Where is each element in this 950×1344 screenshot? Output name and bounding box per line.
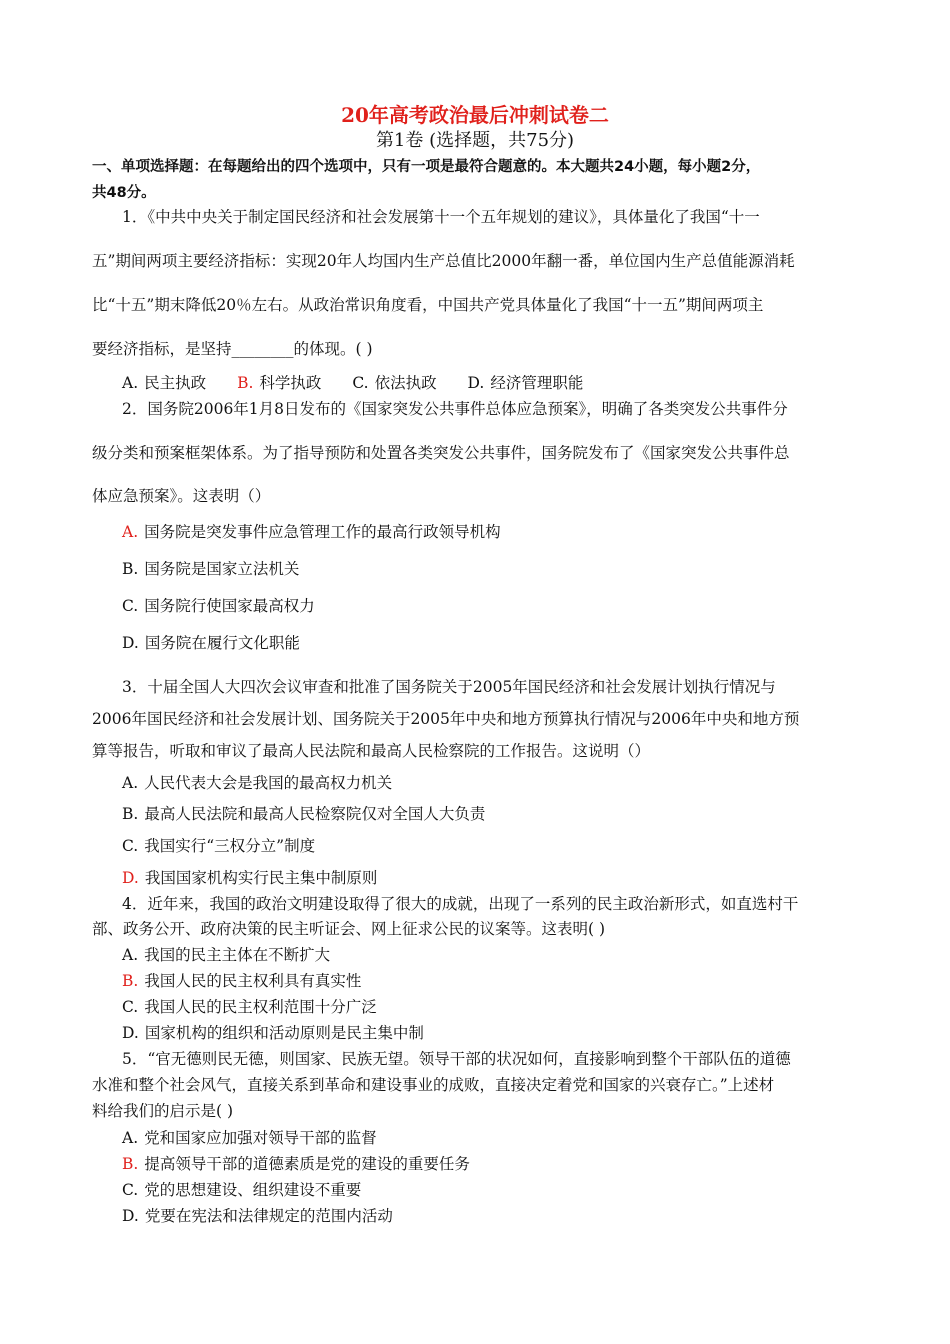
q5-option-d: D. 党要在宪法和法律规定的范围内活动 <box>122 1207 393 1225</box>
q2-line-3: 体应急预案》。这表明（） <box>92 487 271 505</box>
q5-option-b: B. 提高领导干部的道德素质是党的建设的重要任务 <box>122 1155 470 1173</box>
q2-option-d: D. 国务院在履行文化职能 <box>122 634 300 652</box>
section-heading-line-2: 共48分。 <box>92 185 156 201</box>
q2-line-2: 级分类和预案框架体系。为了指导预防和处置各类突发公共事件，国务院发布了《国家突发公共事件总 <box>92 444 790 462</box>
q4-line-2: 部、政务公开、政府决策的民主听证会、网上征求公民的议案等。这表明( ) <box>92 920 606 938</box>
q2-option-c: C. 国务院行使国家最高权力 <box>122 597 315 615</box>
q3-option-b: B. 最高人民法院和最高人民检察院仅对全国人大负责 <box>122 805 486 823</box>
q1-option-a: A. 民主执政 <box>122 374 207 392</box>
q1-option-d: D. 经济管理职能 <box>467 374 584 392</box>
q4-line-1: 4．近年来，我国的政治文明建设取得了很大的成就，出现了一系列的民主政治新形式，如直选村干 <box>122 895 799 913</box>
section-heading-line-1: 一、单项选择题：在每题给出的四个选项中，只有一项是最符合题意的。本大题共24小题，每小题2分， <box>92 159 761 175</box>
q1-option-c: C. 依法执政 <box>352 374 437 392</box>
q2-option-a: A. 国务院是突发事件应急管理工作的最高行政领导机构 <box>122 523 501 541</box>
q5-line-3: 料给我们的启示是( ) <box>92 1102 234 1120</box>
q3-line-2: 2006年国民经济和社会发展计划、国务院关于2005年中央和地方预算执行情况与2006年中央和地方预 <box>92 710 800 728</box>
q3-option-a: A. 人民代表大会是我国的最高权力机关 <box>122 774 393 792</box>
q4-option-b: B. 我国人民的民主权利具有真实性 <box>122 972 362 990</box>
exam-title: 20年高考政治最后冲刺试卷二 <box>341 103 609 127</box>
q1-line-2: 五”期间两项主要经济指标：实现20年人均国内生产总值比2000年翻一番，单位国内生产总值能源消耗 <box>92 252 795 270</box>
q2-option-b: B. 国务院是国家立法机关 <box>122 560 300 578</box>
q1-options <box>122 372 609 394</box>
exam-subtitle: 第1卷 (选择题，共75分) <box>375 130 575 151</box>
q3-line-3: 算等报告，听取和审议了最高人民法院和最高人民检察院的工作报告。这说明（） <box>92 742 651 760</box>
q1-line-4: 要经济指标，是坚持________的体现。( ) <box>92 340 373 358</box>
q5-option-c: C. 党的思想建设、组织建设不重要 <box>122 1181 362 1199</box>
q5-line-2: 水准和整个社会风气，直接关系到革命和建设事业的成败，直接决定着党和国家的兴衰存亡。”上述材 <box>92 1076 775 1094</box>
q2-line-1: 2．国务院2006年1月8日发布的《国家突发公共事件总体应急预案》，明确了各类突发公共事件分 <box>122 400 788 418</box>
q5-option-a: A. 党和国家应加强对领导干部的监督 <box>122 1129 377 1147</box>
q3-option-c: C. 我国实行“三权分立”制度 <box>122 837 316 855</box>
q4-option-c: C. 我国人民的民主权利范围十分广泛 <box>122 998 377 1016</box>
q3-option-d: D. 我国国家机构实行民主集中制原则 <box>122 869 378 887</box>
q4-option-d: D. 国家机构的组织和活动原则是民主集中制 <box>122 1024 424 1042</box>
q1-line-1: 1．《中共中央关于制定国民经济和社会发展第十一个五年规划的建议》，具体量化了我国“十一 <box>122 208 760 226</box>
q3-line-1: 3．十届全国人大四次会议审查和批准了国务院关于2005年国民经济和社会发展计划执行情况与 <box>122 678 776 696</box>
q4-option-a: A. 我国的民主主体在不断扩大 <box>122 946 331 964</box>
q5-line-1: 5．“官无德则民无德，则国家、民族无望。领导干部的状况如何，直接影响到整个干部队伍的道德 <box>122 1050 791 1068</box>
q1-line-3: 比“十五”期末降低20％左右。从政治常识角度看，中国共产党具体量化了我国“十一五”期间两项主 <box>92 296 764 314</box>
q1-option-b: B. 科学执政 <box>237 374 322 392</box>
